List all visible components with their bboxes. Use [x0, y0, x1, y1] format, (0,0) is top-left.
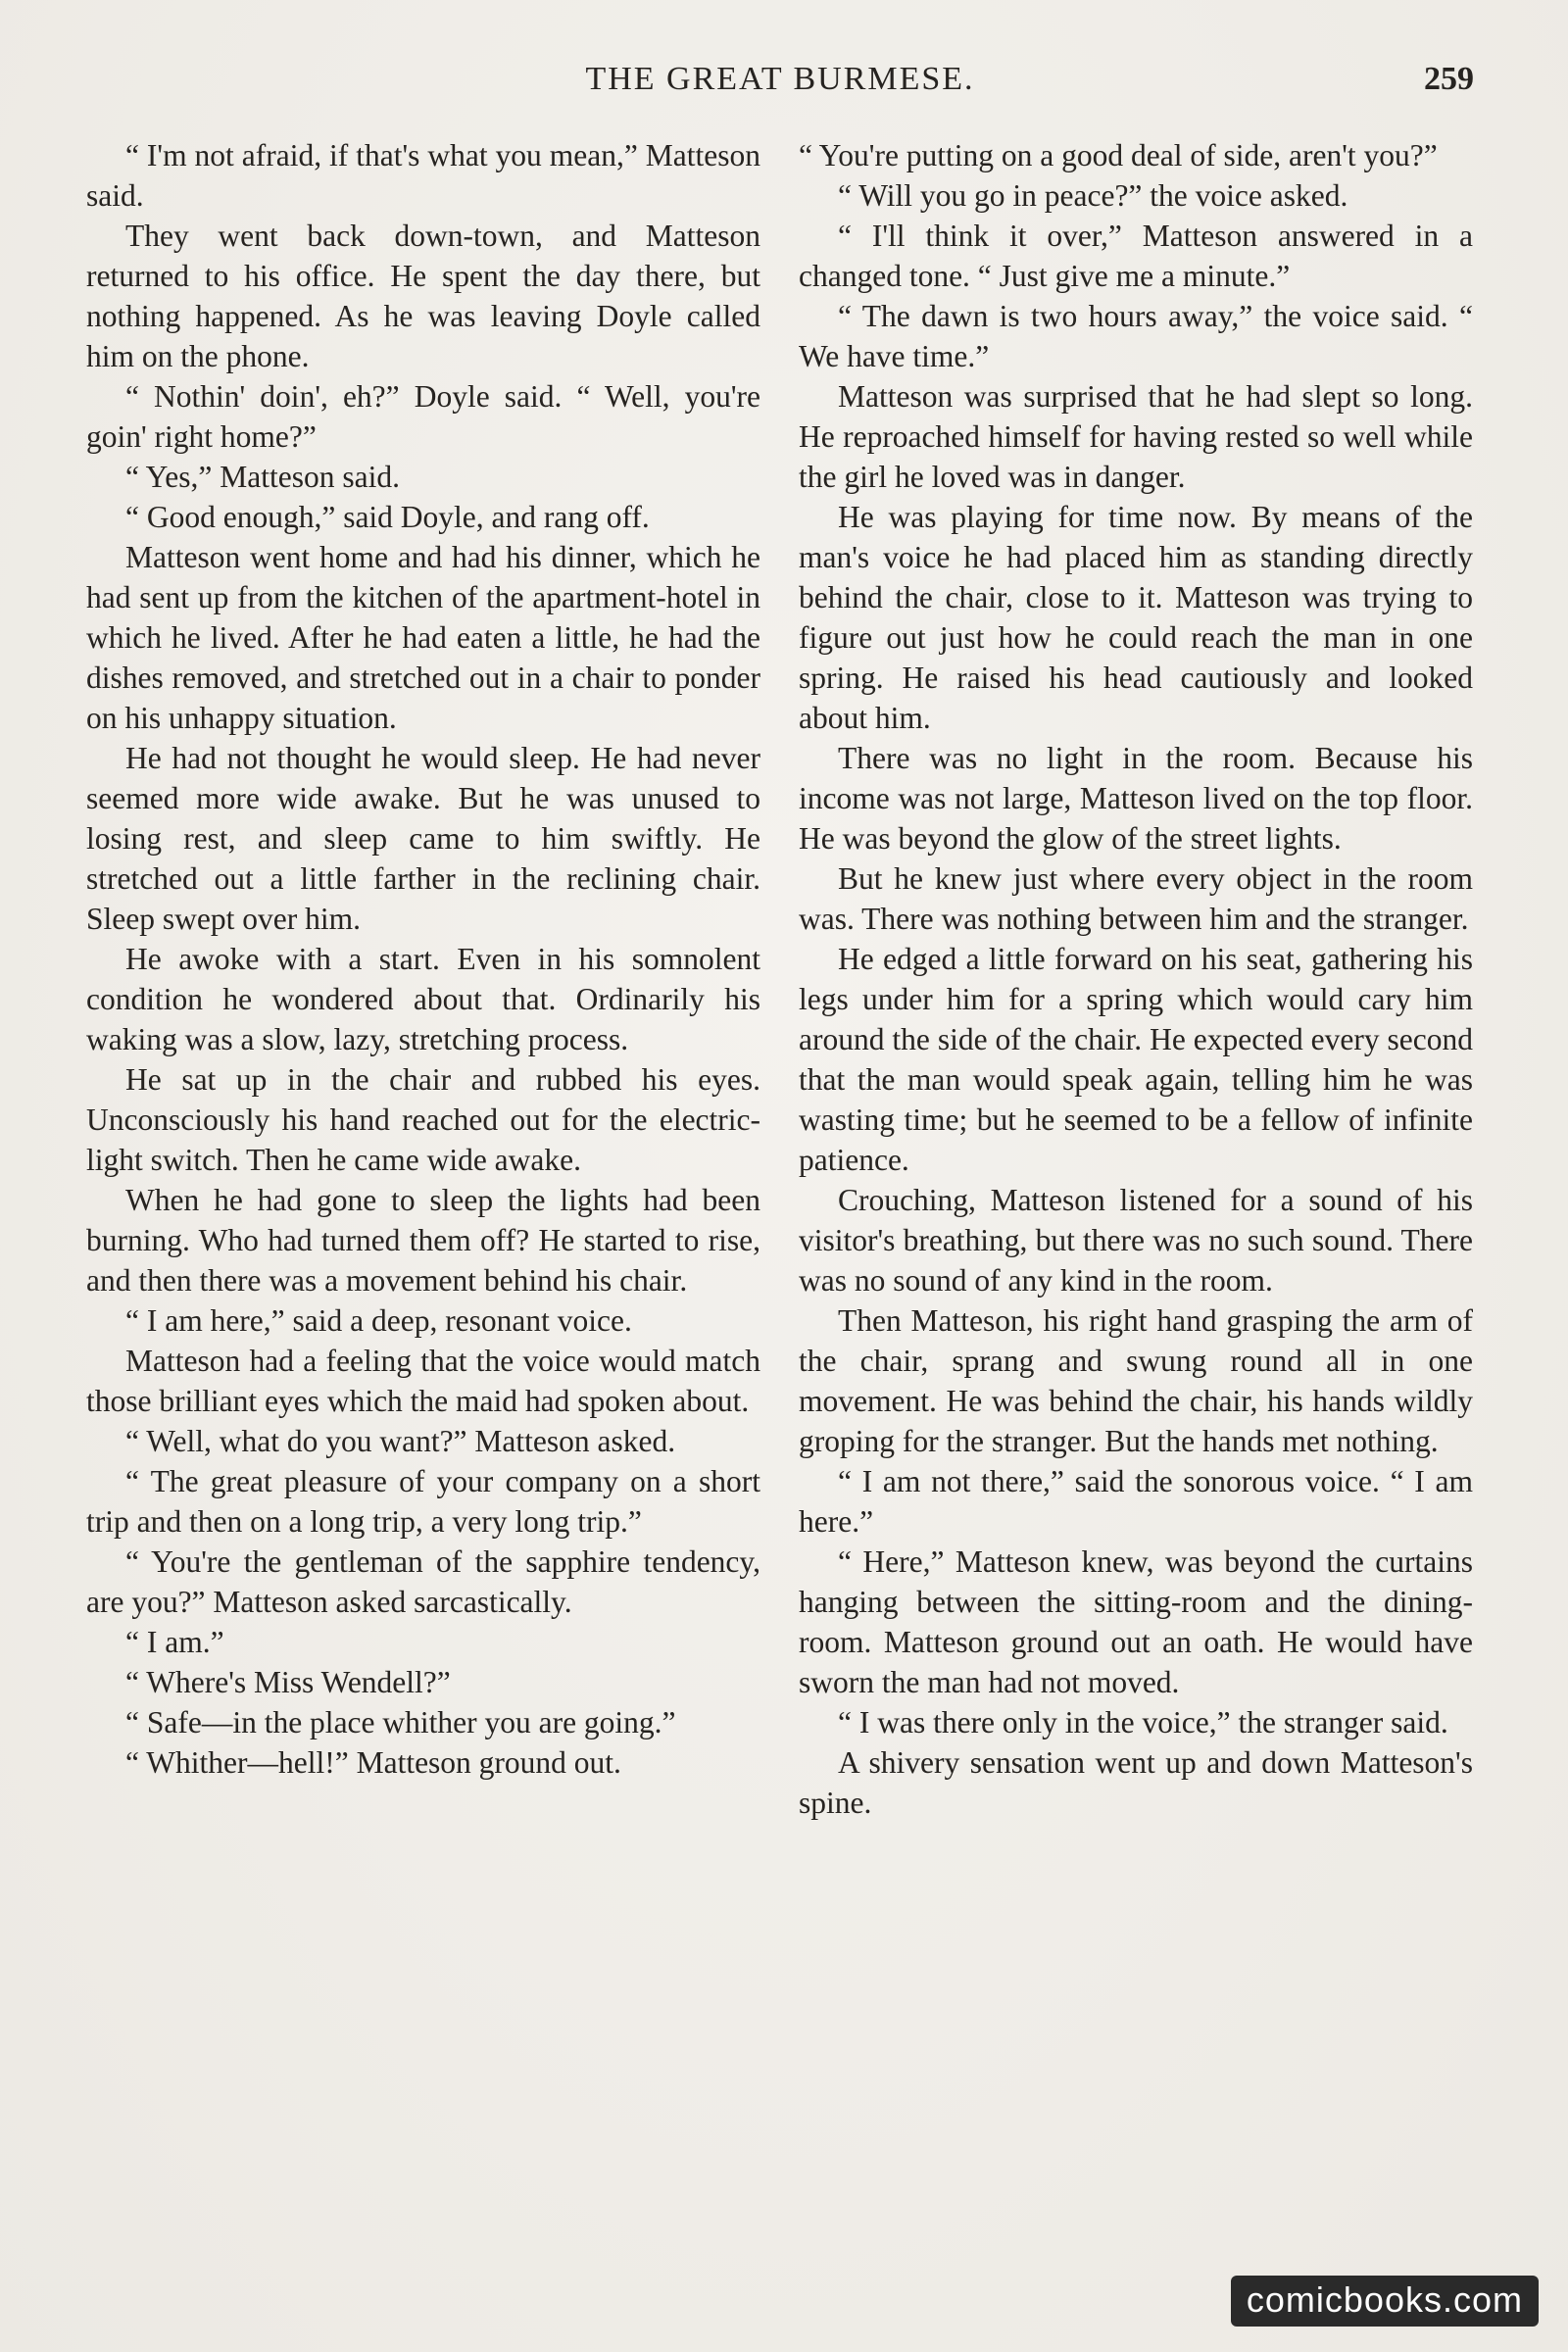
running-head: THE GREAT BURMESE.	[585, 61, 975, 97]
paragraph: He was playing for time now. By means of the man's voice he had placed him as standing directly behind the chair, close to it. Matteson was trying to figure out just how he could reach the man in one spring. He raised his head cautiously and looked about him.	[799, 500, 1473, 735]
paragraph: “ Whither—hell!” Matteson ground out.	[125, 1745, 621, 1780]
paragraph: Then Matteson, his right hand grasping the arm of the chair, sprang and swung round all in one movement. He was behind the chair, his hands wildly groping for the stranger. But the hands met nothing.	[799, 1303, 1473, 1458]
paragraph: Crouching, Matteson listened for a sound of his visitor's breathing, but there was no such sound. There was no sound of any kind in the room.	[799, 1183, 1473, 1298]
page-header	[86, 61, 1474, 110]
page-number: 259	[1424, 61, 1474, 97]
paragraph: They went back down-town, and Matteson returned to his office. He spent the day there, but nothing happened. As he was leaving Doyle called him on the phone.	[86, 219, 760, 373]
paragraph: “ Safe—in the place whither you are going.”	[125, 1705, 676, 1740]
paragraph: “ Well, what do you want?” Matteson asked.	[125, 1424, 676, 1458]
paragraph: “ The great pleasure of your company on a short trip and then on a long trip, a very long trip.”	[86, 1464, 760, 1539]
right-column	[799, 135, 1473, 1823]
paragraph: “ You're putting on a good deal of side, aren't you?”	[799, 138, 1438, 172]
paragraph: “ Good enough,” said Doyle, and rang off.	[125, 500, 650, 534]
paragraph: He edged a little forward on his seat, gathering his legs under him for a spring which would cary him around the side of the chair. He expected every second that the man would speak again, telling him he was wasting time; but he seemed to be a fellow of infinite patience.	[799, 942, 1473, 1177]
paragraph: He sat up in the chair and rubbed his eyes. Unconsciously his hand reached out for the electric-light switch. Then he came wide awake.	[86, 1062, 760, 1177]
paragraph: “ I am here,” said a deep, resonant voice.	[125, 1303, 632, 1338]
paragraph: He awoke with a start. Even in his somnolent condition he wondered about that. Ordinarily his waking was a slow, lazy, stretching process.	[86, 942, 760, 1056]
paragraph: “ Nothin' doin', eh?” Doyle said. “ Well, you're goin' right home?”	[86, 379, 760, 454]
paragraph: “ You're the gentleman of the sapphire tendency, are you?” Matteson asked sarcastically.	[86, 1544, 760, 1619]
paragraph: Matteson was surprised that he had slept so long. He reproached himself for having rested so well while the girl he loved was in danger.	[799, 379, 1473, 494]
paragraph: “ I'm not afraid, if that's what you mean,” Matteson said.	[86, 138, 760, 213]
paragraph: “ Yes,” Matteson said.	[125, 460, 400, 494]
paragraph: Matteson had a feeling that the voice would match those brilliant eyes which the maid had spoken about.	[86, 1344, 760, 1418]
paragraph: But he knew just where every object in the room was. There was nothing between him and the stranger.	[799, 861, 1473, 936]
paragraph: “ Where's Miss Wendell?”	[125, 1665, 451, 1699]
paragraph: “ I was there only in the voice,” the stranger said.	[838, 1705, 1448, 1740]
paragraph: “ I am.”	[125, 1625, 224, 1659]
paragraph: “ I am not there,” said the sonorous voice. “ I am here.”	[799, 1464, 1473, 1539]
paragraph: When he had gone to sleep the lights had been burning. Who had turned them off? He started to rise, and then there was a movement behind his chair.	[86, 1183, 760, 1298]
paragraph: “ The dawn is two hours away,” the voice said. “ We have time.”	[799, 299, 1473, 373]
paragraph: There was no light in the room. Because his income was not large, Matteson lived on the top floor. He was beyond the glow of the street lights.	[799, 741, 1473, 856]
paragraph: “ Will you go in peace?” the voice asked.	[838, 178, 1348, 213]
paragraph: “ Here,” Matteson knew, was beyond the curtains hanging between the sitting-room and the dining-room. Matteson ground out an oath. He would have sworn the man had not moved.	[799, 1544, 1473, 1699]
paragraph: A shivery sensation went up and down Matteson's spine.	[799, 1745, 1473, 1820]
left-column	[86, 135, 760, 1783]
watermark-badge: comicbooks.com	[1231, 2276, 1539, 2327]
paragraph: He had not thought he would sleep. He had never seemed more wide awake. But he was unused to losing rest, and sleep came to him swiftly. He stretched out a little farther in the reclining chair. Sleep swept over him.	[86, 741, 760, 936]
paragraph: Matteson went home and had his dinner, which he had sent up from the kitchen of the apartment-hotel in which he lived. After he had eaten a little, he had the dishes removed, and stretched out in a chair to ponder on his unhappy situation.	[86, 540, 760, 735]
paragraph: “ I'll think it over,” Matteson answered in a changed tone. “ Just give me a minute.”	[799, 219, 1473, 293]
